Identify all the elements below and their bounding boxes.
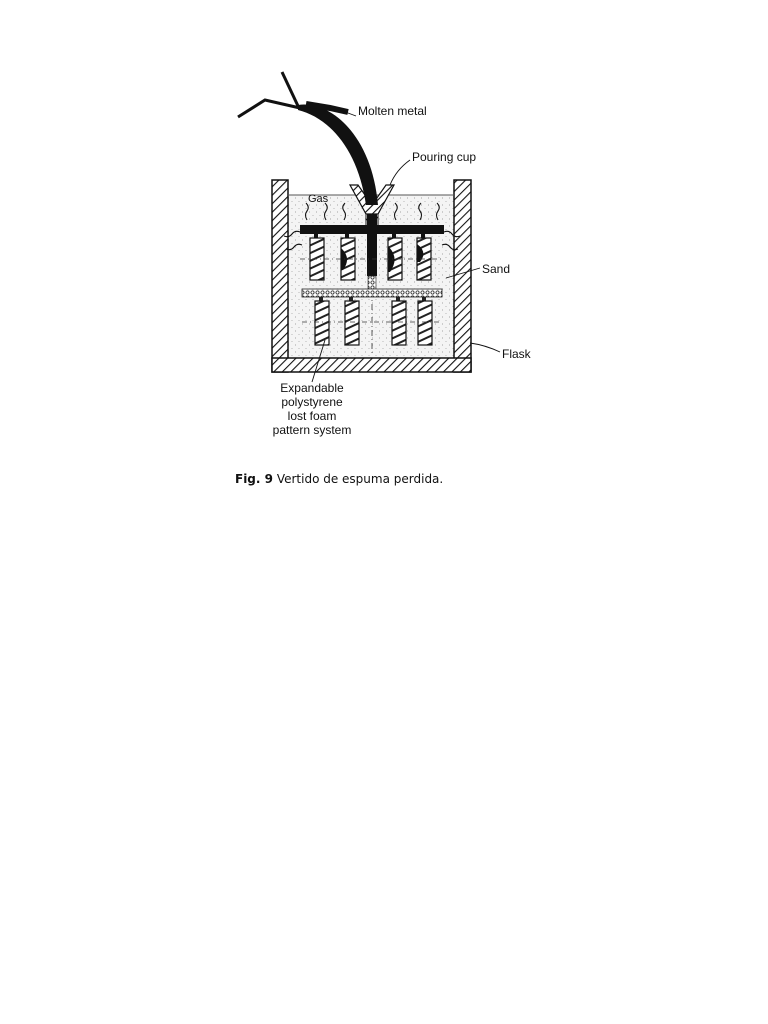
label-pattern-line1: Expandable — [280, 381, 344, 395]
lower-runner — [302, 289, 442, 297]
label-gas: Gas — [308, 193, 329, 205]
sprue-metal — [367, 214, 377, 276]
label-pattern-line4: pattern system — [272, 423, 352, 437]
label-pouring-cup: Pouring cup — [412, 150, 477, 164]
label-pattern-system — [262, 381, 362, 437]
label-sand: Sand — [482, 262, 511, 276]
lost-foam-diagram — [0, 0, 768, 500]
upper-runner — [300, 225, 444, 234]
label-molten-metal: Molten metal — [358, 104, 427, 118]
label-pattern-line3: lost foam — [287, 409, 337, 423]
label-pattern-line2: polystyrene — [281, 395, 343, 409]
diagram-drawing — [0, 0, 768, 500]
figure-caption — [235, 472, 443, 486]
figure-number: Fig. 9 — [235, 472, 273, 486]
sprue-foam — [368, 276, 376, 290]
figure-caption-text: Vertido de espuma perdida. — [276, 472, 444, 486]
label-flask: Flask — [502, 347, 531, 361]
